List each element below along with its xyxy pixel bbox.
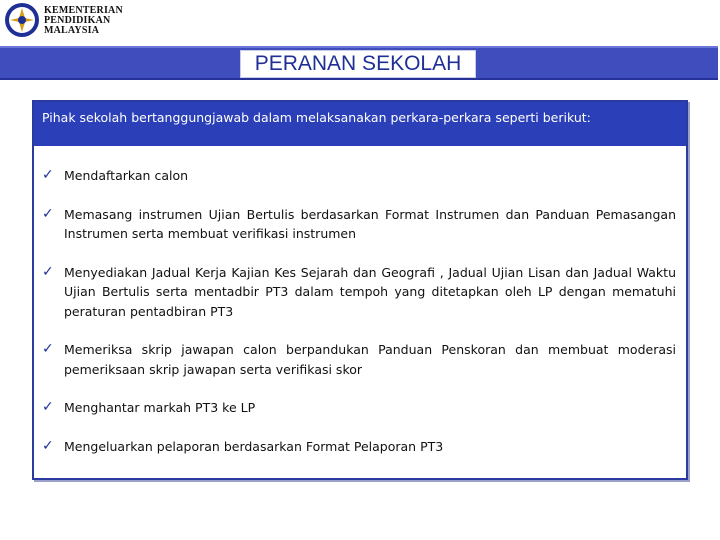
list-item-text: Mendaftarkan calon <box>64 168 189 183</box>
list-item <box>42 340 676 379</box>
panel-header: Pihak sekolah bertanggungjawab dalam melaksanakan perkara-perkara seperti berikut: <box>34 102 686 146</box>
slide-title: PERANAN SEKOLAH <box>240 50 476 78</box>
logo-line-3: MALAYSIA <box>44 25 100 36</box>
list-item-text: Mengeluarkan pelaporan berdasarkan Format Pelaporan PT3 <box>64 438 444 454</box>
checkmark-icon: ✓ <box>42 263 54 280</box>
ministry-logo <box>4 2 144 38</box>
list-item <box>42 166 676 186</box>
checkmark-icon: ✓ <box>42 399 54 415</box>
logo-line-2: PENDIDIKAN <box>44 15 111 26</box>
content-panel <box>32 100 688 480</box>
list-item <box>42 205 676 244</box>
ministry-name <box>44 6 123 36</box>
list-item-text: Menyediakan Jadual Kerja Kajian Kes Sejarah dan Geografi , Jadual Ujian Lisan dan Jadual Waktu Ujian Bertulis serta mentadbir PT3 dalam tempoh yang ditetapkan oleh LP dengan mematuhi peraturan pentadbiran PT3 <box>64 264 676 319</box>
checkmark-icon: ✓ <box>42 167 54 183</box>
checkmark-icon: ✓ <box>42 205 54 222</box>
list-item <box>42 263 676 322</box>
logo-line-1: KEMENTERIAN <box>44 5 123 16</box>
list-item-text: Memeriksa skrip jawapan calon berpandukan Panduan Penskoran dan membuat moderasi pemeriksaan skrip jawapan serta verifikasi skor <box>64 342 676 377</box>
checkmark-icon: ✓ <box>42 341 54 357</box>
ministry-crest-icon <box>4 2 40 38</box>
list-item <box>42 398 676 418</box>
task-list <box>42 166 676 475</box>
list-item <box>42 437 676 457</box>
list-item-text: Menghantar markah PT3 ke LP <box>64 400 256 415</box>
checkmark-icon: ✓ <box>42 437 54 454</box>
list-item-text: Memasang instrumen Ujian Bertulis berdasarkan Format Instrumen dan Panduan Pemasangan Instrumen serta membuat verifikasi instrumen <box>64 206 676 241</box>
